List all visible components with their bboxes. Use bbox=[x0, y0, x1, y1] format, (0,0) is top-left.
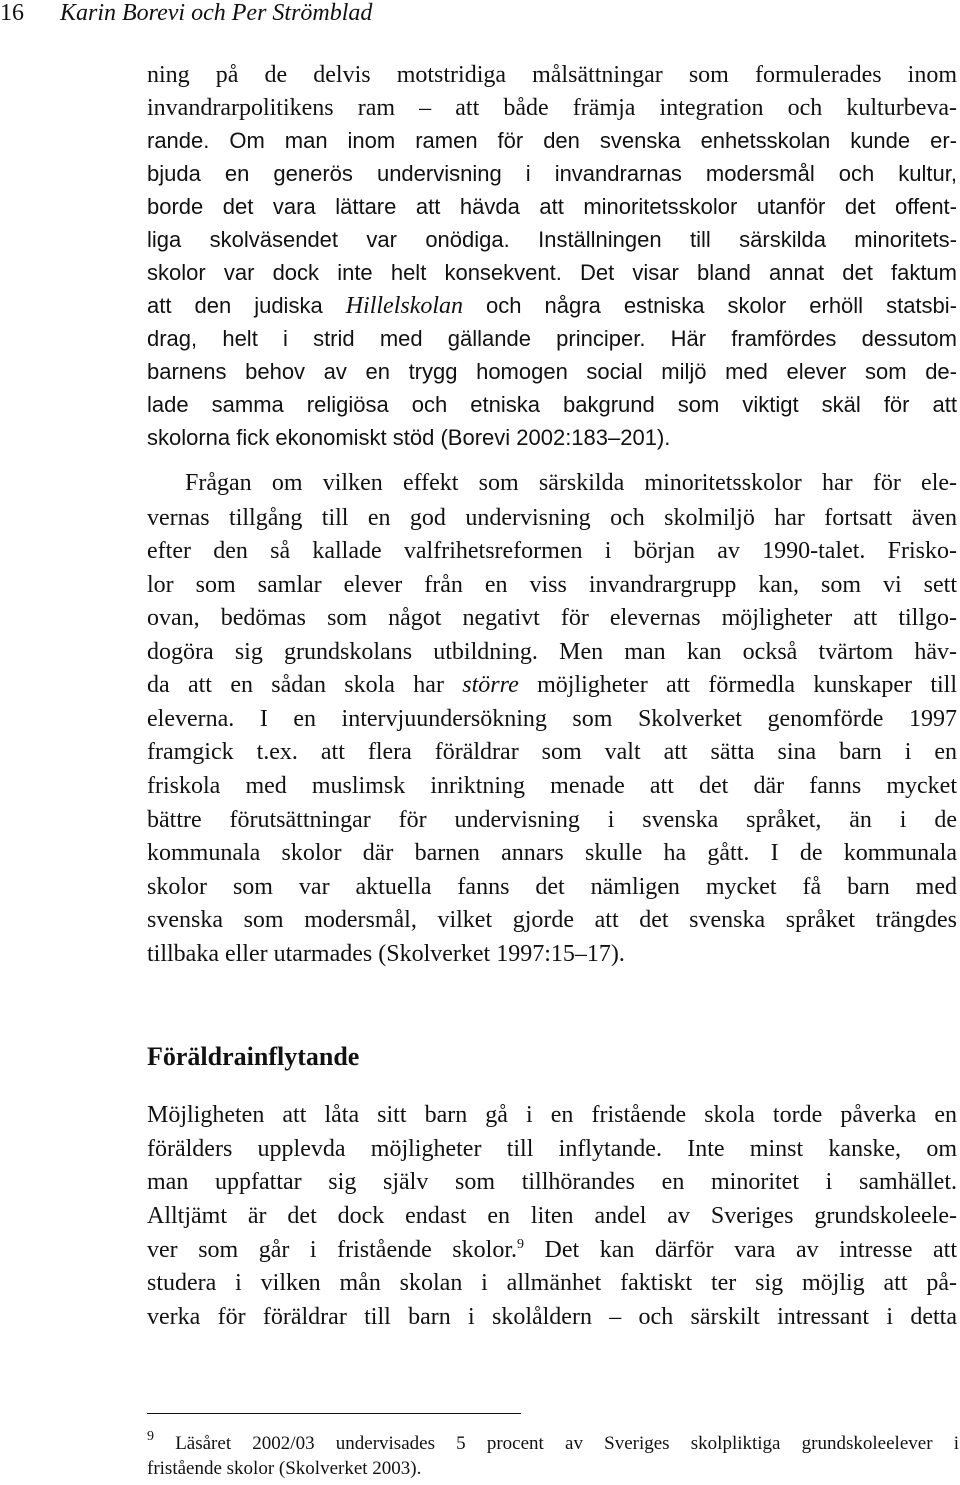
body-line bbox=[147, 291, 957, 321]
text-run: Det kan därför vara av intresse att bbox=[524, 1237, 958, 1263]
body-line: bjuda en generös undervisning i invandrarnas modersmål och kultur, bbox=[147, 161, 957, 186]
running-title: Karin Borevi och Per Strömblad bbox=[60, 0, 373, 26]
body-line: skolorna fick ekonomiskt stöd (Borevi 2002:183–201). bbox=[147, 425, 671, 450]
italic-school-name: Hillelskolan bbox=[345, 293, 464, 319]
body-line: verka för föräldrar till barn i skolåldern – och särskilt intressant i detta bbox=[147, 1304, 957, 1330]
body-line: borde det vara lättare att hävda att minoritetsskolor utanför det offent- bbox=[147, 194, 957, 219]
body-line: kommunala skolor där barnen annars skulle ha gått. I de kommunala bbox=[147, 840, 957, 866]
body-line: tillbaka eller utarmades (Skolverket 1997:15–17). bbox=[147, 941, 625, 967]
section-heading: Föräldrainflytande bbox=[147, 1042, 360, 1071]
body-line: Alltjämt är det dock endast en liten andel av Sveriges grundskoleele- bbox=[147, 1203, 957, 1229]
body-line: framgick t.ex. att flera föräldrar som valt att sätta sina barn i en bbox=[147, 739, 957, 765]
body-line: invandrarpolitikens ram – att både främja integration och kulturbeva- bbox=[147, 95, 957, 121]
body-line: eleverna. I en intervjuundersökning som Skolverket genomförde 1997 bbox=[147, 706, 957, 732]
text-run: möjligheter att förmedla kunskaper till bbox=[518, 672, 957, 698]
running-header bbox=[0, 0, 960, 30]
body-line: skolor som var aktuella fanns det nämligen mycket få barn med bbox=[147, 874, 957, 900]
body-line: vernas tillgång till en god undervisning och skolmiljö har fortsatt även bbox=[147, 505, 957, 531]
body-line: bättre förutsättningar för undervisning i svenska språket, än i de bbox=[147, 807, 957, 833]
footnote-line: fristående skolor (Skolverket 2003). bbox=[147, 1458, 422, 1479]
footnote-text: Läsåret 2002/03 undervisades 5 procent av Sveriges skolpliktiga grundskoleelever i bbox=[154, 1433, 959, 1454]
body-line: drag, helt i strid med gällande principer. Här framfördes dessutom bbox=[147, 326, 957, 351]
body-line: friskola med muslimsk inriktning menade att det där fanns mycket bbox=[147, 773, 957, 799]
body-line: liga skolväsendet var onödiga. Inställningen till särskilda minoritets- bbox=[147, 227, 957, 252]
body-line: barnens behov av en trygg homogen social miljö med elever som de- bbox=[147, 359, 957, 384]
text-run: da att en sådan skola har bbox=[147, 672, 463, 698]
text-run: ver som går i fristående skolor. bbox=[147, 1237, 517, 1263]
italic-word: större bbox=[462, 672, 519, 698]
text-run: att den judiska bbox=[147, 293, 346, 318]
footnote-separator bbox=[147, 1413, 521, 1414]
body-line bbox=[147, 1235, 957, 1265]
body-line: lade samma religiösa och etniska bakgrund som viktigt skäl för att bbox=[147, 392, 957, 417]
body-line: Möjligheten att låta sitt barn gå i en fristående skola torde påverka en bbox=[147, 1102, 957, 1128]
page-number: 16 bbox=[0, 0, 24, 26]
body-line: Frågan om vilken effekt som särskilda minoritetsskolor har för ele- bbox=[185, 470, 957, 496]
body-line: ning på de delvis motstridiga målsättningar som formulerades inom bbox=[147, 62, 957, 88]
body-line: skolor var dock inte helt konsekvent. Det visar bland annat det faktum bbox=[147, 260, 957, 285]
footnote-line bbox=[147, 1431, 959, 1456]
body-line: efter den så kallade valfrihetsreformen i början av 1990-talet. Frisko- bbox=[147, 538, 957, 564]
text-run: och några estniska skolor erhöll statsbi- bbox=[463, 293, 957, 318]
body-line: svenska som modersmål, vilket gjorde att det svenska språket trängdes bbox=[147, 907, 957, 933]
body-line bbox=[147, 670, 957, 700]
body-line: förälders upplevda möjligheter till inflytande. Inte minst kanske, om bbox=[147, 1136, 957, 1162]
body-line: rande. Om man inom ramen för den svenska enhetsskolan kunde er- bbox=[147, 128, 957, 153]
footnote-number: 9 bbox=[147, 1429, 154, 1444]
body-line: studera i vilken mån skolan i allmänhet faktiskt ter sig möjlig att på- bbox=[147, 1270, 957, 1296]
body-line: dogöra sig grundskolans utbildning. Men man kan också tvärtom häv- bbox=[147, 639, 957, 665]
footnote-reference[interactable]: 9 bbox=[517, 1237, 524, 1252]
body-line: ovan, bedömas som något negativt för elevernas möjligheter att tillgo- bbox=[147, 605, 957, 631]
body-line: man uppfattar sig själv som tillhörandes en minoritet i samhället. bbox=[147, 1169, 957, 1195]
body-line: lor som samlar elever från en viss invandrargrupp kan, som vi sett bbox=[147, 572, 957, 598]
